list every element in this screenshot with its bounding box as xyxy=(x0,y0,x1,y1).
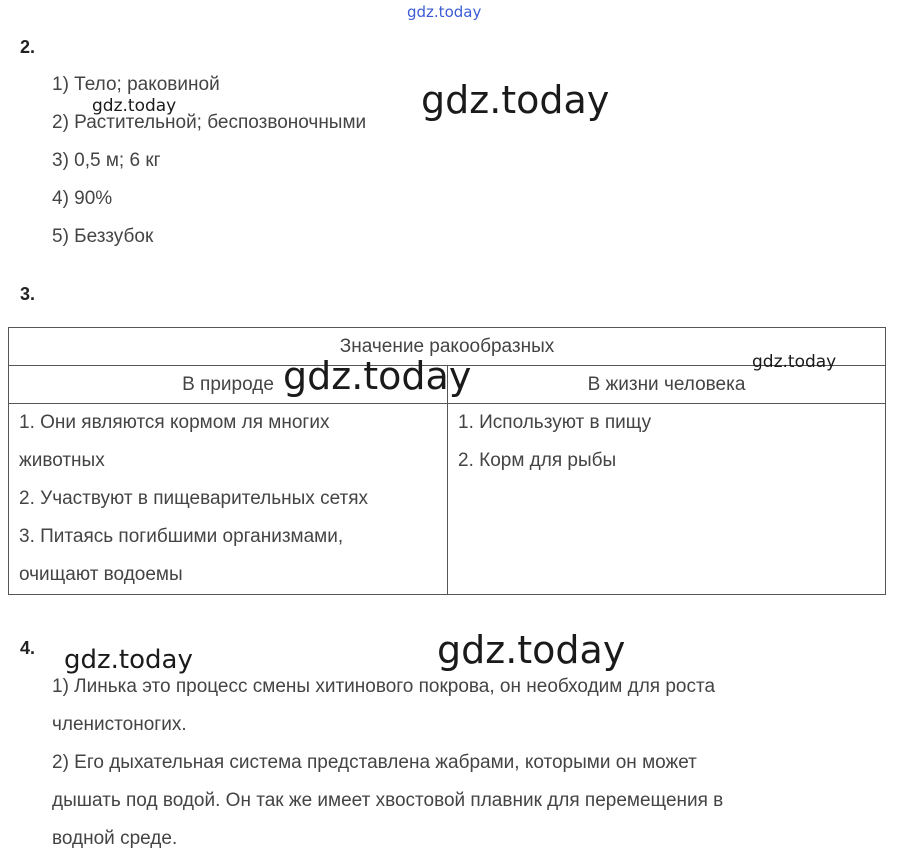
nature-line: очищают водоемы xyxy=(19,564,183,585)
column-header-nature: В природе xyxy=(9,366,448,404)
nature-line: 2. Участвуют в пищеварительных сетях xyxy=(19,488,369,509)
watermark-small-2: gdz.today xyxy=(752,352,837,372)
section-2-item-3: 3) 0,5 м; 6 кг xyxy=(52,150,161,171)
section-2-number: 2. xyxy=(20,37,36,57)
section-4-line-4: дышать под водой. Он так же имеет хвостовой плавник для перемещения в xyxy=(52,790,724,811)
human-line: 2. Корм для рыбы xyxy=(458,450,617,471)
human-cell xyxy=(448,404,886,595)
watermark-large-1: gdz.today xyxy=(421,78,610,122)
section-4-number: 4. xyxy=(20,638,36,658)
watermark-small-1: gdz.today xyxy=(92,96,177,116)
watermark-top: gdz.today xyxy=(407,3,482,21)
section-2-item-4: 4) 90% xyxy=(52,188,113,209)
nature-cell xyxy=(9,404,448,595)
section-2-item-2: 2) Растительной; беспозвоночными xyxy=(52,112,367,133)
section-4-line-5: водной среде. xyxy=(52,828,178,849)
watermark-large-2: gdz.today xyxy=(283,354,472,398)
column-header-human: В жизни человека xyxy=(448,366,886,404)
nature-line: 1. Они являются кормом ля многих xyxy=(19,412,330,433)
section-4-line-1: 1) Линька это процесс смены хитинового покрова, он необходим для роста xyxy=(52,676,716,697)
section-2-item-5: 5) Беззубок xyxy=(52,226,154,247)
section-4-line-2: членистоногих. xyxy=(52,714,187,735)
section-3-number: 3. xyxy=(20,284,36,304)
nature-line: 3. Питаясь погибшими организмами, xyxy=(19,526,344,547)
watermark-large-3: gdz.today xyxy=(437,628,626,672)
section-2-item-1: 1) Тело; раковиной xyxy=(52,74,220,95)
nature-line: животных xyxy=(19,450,105,471)
human-line: 1. Используют в пищу xyxy=(458,412,652,433)
watermark-medium-1: gdz.today xyxy=(64,645,193,675)
table-title: Значение ракообразных xyxy=(9,328,886,366)
section-4-line-3: 2) Его дыхательная система представлена жабрами, которыми он может xyxy=(52,752,697,773)
